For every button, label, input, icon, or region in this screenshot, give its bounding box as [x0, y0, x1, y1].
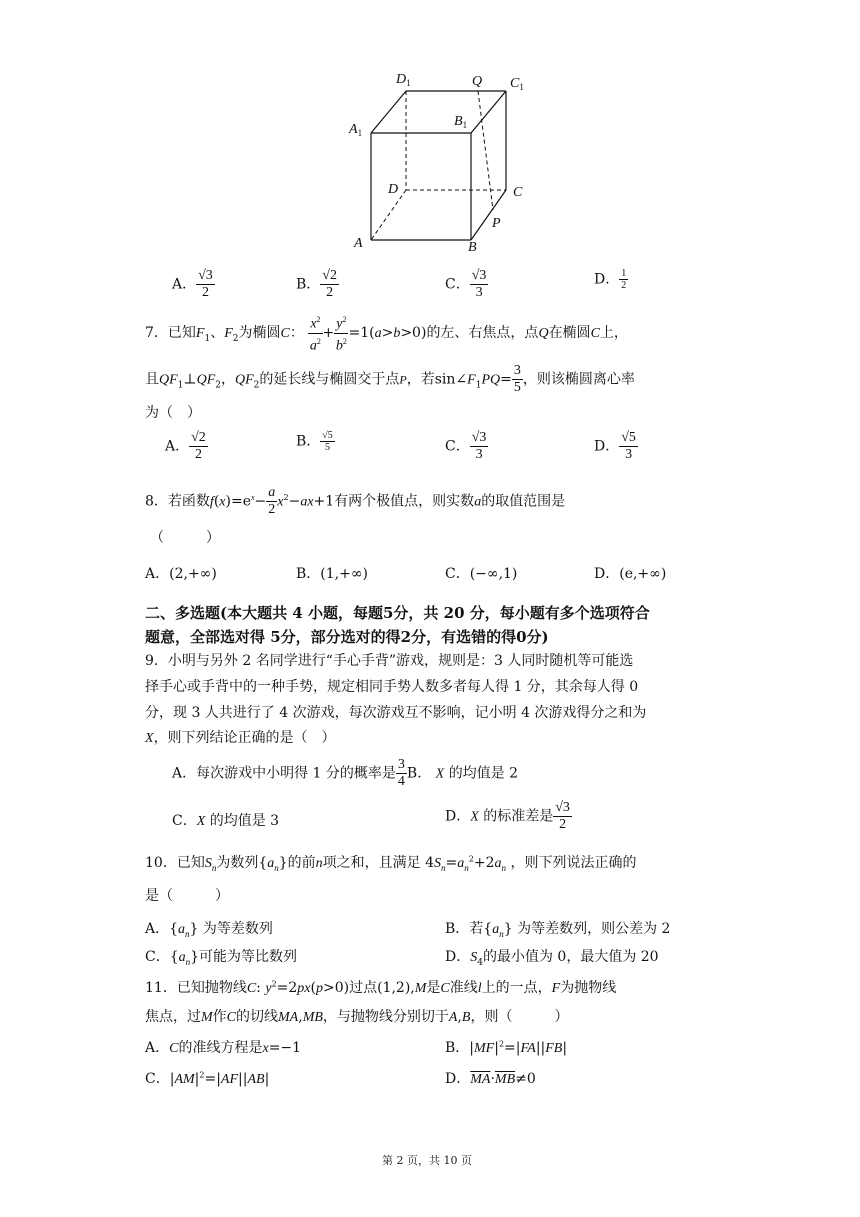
q7-line1: 7．已知$F_1$、$F_2$为椭圆C： $\frac{x^2}{a^2}$ + $\frac{y^2}{b^2}$ =1(a>b>0)的左、右焦点，点Q在椭圆C上， [145, 312, 628, 354]
q6-option-a: A． $\frac{√3}{2}$ [172, 268, 213, 300]
q10-line2: 是（ ） [145, 888, 229, 904]
q9-option-d: D．X 的标准差是 $\frac{√3}{2}$ [445, 800, 570, 832]
q6-option-b: B． $\frac{√2}{2}$ [296, 268, 337, 300]
label-Q: Q [472, 74, 483, 89]
label-P: P [492, 216, 501, 231]
q10-line1: 10．已知$S_n$为数列$\{a_n\}$的前n项之和，且满足 $4S_n=a_n^2+2a_n$ ，则下列说法正确的 [145, 854, 637, 873]
q11-option-d: D．$\overline{MA}\cdot\overline{MB}\ne 0$ [445, 1071, 536, 1087]
q7-option-b: B． $\frac{√5}{5}$ [296, 430, 333, 453]
q11-line1: 11．已知抛物线C: $y^2=2px(p>0)$过点(1,2),M是C准线l上的一点，F为抛物线 [145, 979, 617, 996]
q7-line3: 为（ ） [145, 405, 201, 421]
q7-option-d: D． $\frac{√5}{3}$ [594, 430, 636, 462]
q9-option-c: C．X 的均值是 3 [172, 813, 280, 829]
label-C: C [513, 185, 523, 200]
q8-option-d: D．(e,+∞) [594, 566, 667, 582]
label-C1: $C_1$ [510, 76, 524, 92]
q8-stem: 8．若函数$f(x)=e^x-$ $\frac{a}{2}$ $x^2-ax+1$有两个极值点，则实数a的取值范围是 [145, 485, 566, 517]
q9-line4: X，则下列结论正确的是（ ） [145, 730, 336, 746]
q9-option-a: A．每次游戏中小明得 1 分的概率是 $\frac{3}{4}$ B． X 的均值是 2 [172, 757, 519, 789]
q11-line2: 焦点，过M作C的切线MA,MB，与抛物线分别切于A,B，则（ ） [145, 1009, 569, 1025]
q10-option-c: C．$\{a_n\}$可能为等比数列 [145, 949, 298, 967]
q10-option-a: A．$\{a_n\}$ 为等差数列 [145, 921, 273, 939]
section-2-heading-line2: 题意，全部选对得 5分，部分选对的得2分，有选错的得0分) [145, 628, 549, 646]
q11-option-a: A．C的准线方程是x=−1 [145, 1040, 302, 1056]
page-footer: 第 2 页，共 10 页 [382, 1154, 472, 1167]
q7-option-a: A． $\frac{√2}{2}$ [165, 430, 206, 462]
q9-line3: 分，现 3 人共进行了 4 次游戏，每次游戏互不影响，记小明 4 次游戏得分之和为 [145, 705, 647, 721]
label-B: B [468, 240, 477, 255]
label-D1: $D_1$ [396, 72, 411, 88]
q8-option-b: B．(1,+∞) [296, 566, 368, 582]
q10-option-b: B．若$\{a_n\}$ 为等差数列，则公差为 2 [445, 921, 671, 939]
q8-paren: （ ） [150, 530, 220, 546]
q8-option-c: C．(−∞,1) [445, 566, 518, 582]
q6-option-c: C． $\frac{√3}{3}$ [445, 268, 487, 300]
q11-option-b: B．$|MF|^2=|FA||FB|$ [445, 1039, 568, 1056]
q9-line2: 择手心或手背中的一种手势，规定相同手势人数多者每人得 1 分，其余每人得 0 [145, 679, 639, 695]
q7-line2: 且$QF_1\perp QF_2$，$QF_2$的延长线与椭圆交于点P，若$\sin\angle F_1PQ=$ $\frac{3}{5}$ ，则该椭圆离心率 [145, 363, 635, 395]
q10-option-d: D．$S_4$的最小值为 0，最大值为 20 [445, 949, 659, 968]
q11-option-c: C．$|AM|^2=|AF||AB|$ [145, 1070, 270, 1087]
q7-option-c: C． $\frac{√3}{3}$ [445, 430, 487, 462]
label-D: D [388, 182, 399, 197]
cube-figure [340, 65, 540, 260]
section-2-heading-line1: 二、多选题(本大题共 4 小题，每题5分，共 20 分，每小题有多个选项符合 [145, 604, 650, 622]
label-A: A [354, 236, 363, 251]
label-A1: $A_1$ [349, 122, 363, 138]
q9-line1: 9．小明与另外 2 名同学进行“手心手背”游戏，规则是：3 人同时随机等可能选 [145, 653, 634, 669]
q8-option-a: A．(2,+∞) [145, 566, 217, 582]
q6-option-d: D． $\frac{1}{2}$ [594, 268, 627, 291]
label-B1: $B_1$ [454, 114, 468, 130]
